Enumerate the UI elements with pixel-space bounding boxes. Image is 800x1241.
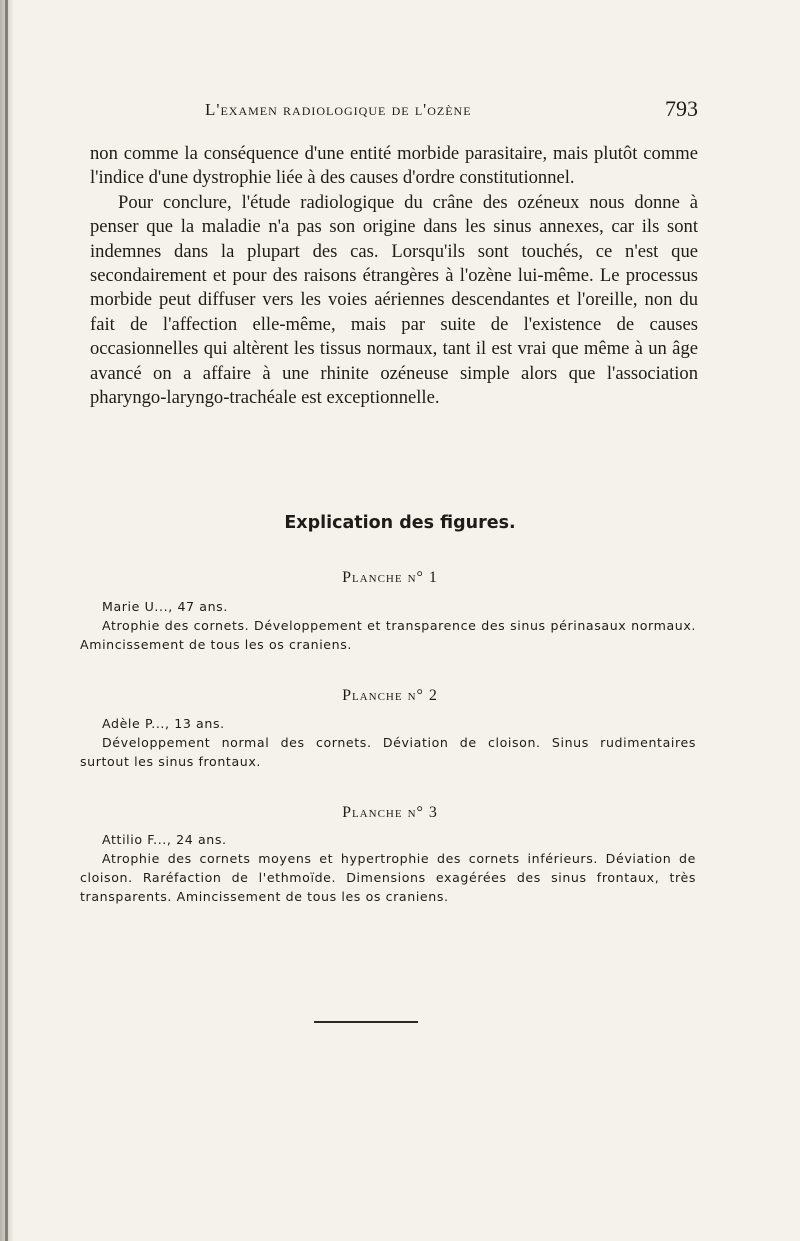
plate-3-patient: Attilio F..., 24 ans. — [102, 832, 227, 847]
section-title: Explication des figures. — [284, 513, 516, 533]
plate-3-heading: Planche n° 3 — [342, 804, 438, 821]
plate-2-heading: Planche n° 2 — [342, 687, 438, 704]
body-text — [90, 142, 698, 410]
running-head: L'examen radiologique de l'ozène — [205, 100, 472, 119]
paragraph-2: Pour conclure, l'étude radiologique du crâne des ozéneux nous donne à penser que la maladie n'a pas son origine dans les sinus annexes, car ils sont indemnes dans la plupart des cas. Lorsqu'ils sont touchés, ce n'est que secondairement et pour des raisons étrangères à l'ozène lui-même. Le processus morbide peut diffuser vers les voies aériennes descendantes et l'oreille, non du fait de l'affection elle-même, mais par suite de l'existence de causes occasionnelles qui altèrent les tissus normaux, tant il est vrai que même à un âge avancé on a affaire à une rhinite ozéneuse simple alors que l'association pharyngo-laryngo-trachéale est exceptionnelle. — [90, 191, 698, 409]
plate-2-caption — [80, 714, 696, 771]
plate-1-caption — [80, 597, 696, 654]
plate-1-patient: Marie U..., 47 ans. — [102, 599, 228, 614]
page-binding-line — [5, 0, 8, 1241]
end-rule — [314, 1021, 418, 1023]
plate-1-description: Atrophie des cornets. Développement et transparence des sinus périnasaux normaux. Amincissement de tous les os craniens. — [80, 618, 696, 652]
plate-2-description: Développement normal des cornets. Déviation de cloison. Sinus rudimentaires surtout les sinus frontaux. — [80, 735, 696, 769]
plate-3-description: Atrophie des cornets moyens et hypertrophie des cornets inférieurs. Déviation de cloison. Raréfaction de l'ethmoïde. Dimensions exagérées des sinus frontaux, très transparents. Amincissement de tous les os craniens. — [80, 851, 696, 904]
plate-3-caption — [80, 830, 696, 906]
plate-2-patient: Adèle P..., 13 ans. — [102, 716, 225, 731]
paragraph-1: non comme la conséquence d'une entité morbide parasitaire, mais plutôt comme l'indice d'une dystrophie liée à des causes d'ordre constitutionnel. — [90, 143, 698, 189]
page-number: 793 — [665, 96, 698, 121]
plate-1-heading: Planche n° 1 — [342, 569, 438, 586]
